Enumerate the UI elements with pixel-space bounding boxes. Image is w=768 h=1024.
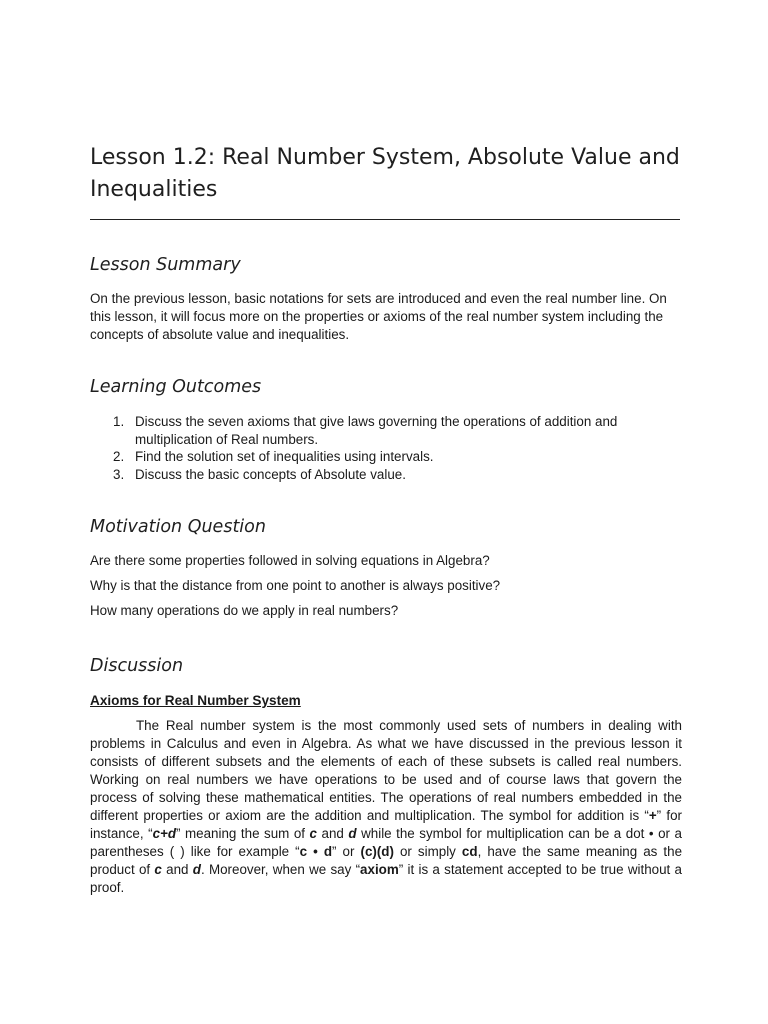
text-run: . Moreover, when we say “: [200, 862, 361, 877]
text-run: The Real number system is the most commonly used sets of numbers in dealing with problems in Calculus and even in Algebra. As what we have discussed in the previous lesson it consists of different subsets and the elements of each of these subsets is called real numbers. Working on real numbers we have operations to be used and of course laws that govern the process of solving these mathematical entities. The operations of real numbers embedded in the different properties or axiom are the addition and multiplication. The symbol for addition is “: [90, 718, 682, 823]
math-variable: c: [154, 862, 162, 877]
list-item-text: Find the solution set of inequalities using intervals.: [135, 449, 434, 464]
motivation-question: Are there some properties followed in solving equations in Algebra?: [90, 553, 490, 568]
list-item-text: Discuss the seven axioms that give laws governing the operations of addition and multiplication of Real numbers.: [135, 414, 618, 447]
math-expression: (c)(d): [360, 844, 394, 859]
text-run: or simply: [393, 844, 462, 859]
list-item: [90, 448, 650, 466]
list-item-number: 3.: [113, 466, 125, 482]
title-divider: [90, 219, 680, 220]
lesson-summary-heading: Lesson Summary: [90, 255, 241, 275]
text-run: while the symbol for multiplication can be a dot • or a parentheses ( ) like for example “: [90, 826, 682, 859]
math-expression: c • d: [299, 844, 333, 859]
plus-symbol: +: [648, 808, 657, 823]
discussion-paragraph: [90, 717, 682, 897]
discussion-heading: Discussion: [90, 656, 184, 676]
motivation-question-heading: Motivation Question: [90, 517, 266, 537]
text-run: ” it is a statement accepted to be true without a proof.: [90, 862, 682, 895]
term-axiom: axiom: [360, 862, 399, 877]
text-run: and: [317, 826, 349, 841]
learning-outcomes-heading: Learning Outcomes: [90, 377, 262, 397]
math-variable: c: [309, 826, 317, 841]
text-run: ” for instance, “: [90, 808, 682, 841]
text-run: ” meaning the sum of: [176, 826, 310, 841]
math-variable: d: [348, 826, 357, 841]
math-variable: d: [192, 862, 201, 877]
math-expression: cd: [461, 844, 478, 859]
axioms-subheading: Axioms for Real Number System: [90, 693, 301, 708]
text-run: and: [161, 862, 193, 877]
list-item: [90, 413, 650, 448]
motivation-question: Why is that the distance from one point to another is always positive?: [90, 578, 501, 593]
motivation-question: How many operations do we apply in real numbers?: [90, 603, 399, 618]
list-item-number: 2.: [113, 449, 125, 464]
text-run: ” or: [332, 844, 361, 859]
list-item-number: 1.: [113, 414, 125, 429]
lesson-summary-text: On the previous lesson, basic notations for sets are introduced and even the real number line. On this lesson, it will focus more on the properties or axioms of the real number system including the concepts of absolute value and inequalities.: [90, 291, 667, 342]
lesson-title: Lesson 1.2: Real Number System, Absolute Value and Inequalities: [90, 145, 680, 202]
text-run: , have the same meaning as the product of: [90, 844, 683, 877]
list-item: [90, 466, 650, 484]
list-item-text: Discuss the basic concepts of Absolute value.: [135, 466, 406, 482]
math-expression: c+d: [152, 826, 177, 841]
learning-outcomes-list: [90, 413, 650, 483]
